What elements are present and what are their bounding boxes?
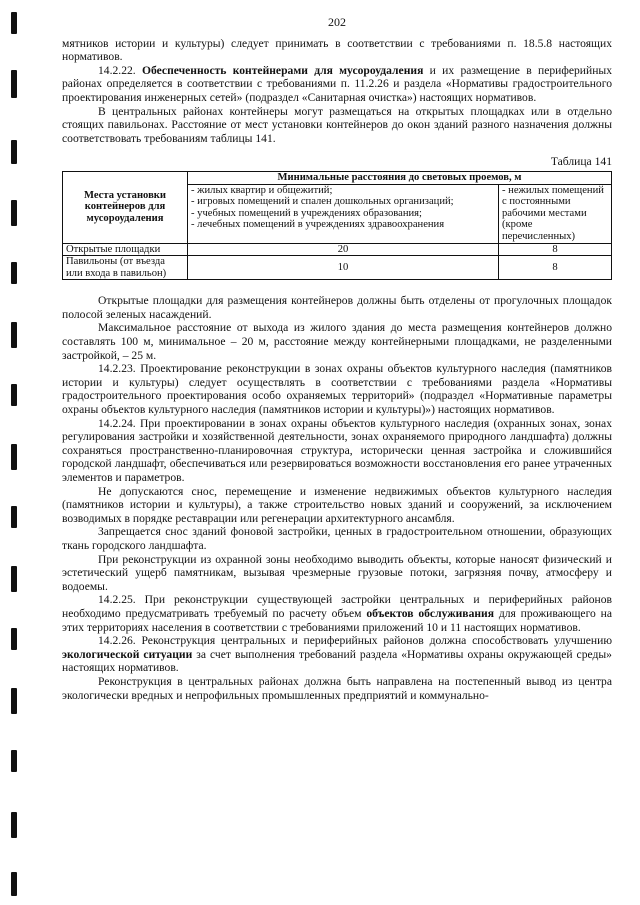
paragraph-text: Запрещается снос зданий фоновой застройки, ценных в градостроительном отношении, образующих ткань городского ландшафта. bbox=[62, 525, 612, 552]
paragraph bbox=[62, 553, 612, 594]
bold-term: объектов обслуживания bbox=[366, 606, 495, 620]
paragraph bbox=[62, 362, 612, 416]
paragraph-text: мятников истории и культуры) следует принимать в соответствии с требованиями п. 18.5.8 настоящих нормативов. bbox=[62, 36, 612, 64]
paragraph-text: 14.2.24. При проектировании в зонах охраны объектов культурного наследия (охранных зонах, зонах регулирования застройки и хозяйственной деятельности, зонах охраняемого природного ландшафта) должны сохраняться пространственно-планировочная структура, исторически ценная застройка и сложившийся городской ландшафт, обеспечиваться или резервироваться возможности восстановления его ранее утраченных элементов и параметров. bbox=[62, 416, 612, 484]
paragraph bbox=[62, 634, 612, 675]
paragraph bbox=[62, 105, 612, 146]
paragraph-text: и их размещение в периферийных районах определяется в соответствии с требованиями п. 11.2.26 и раздела «Нормативы градостроительного проектирования инженерных сетей» (подраздел «Санитарная очистка») настоящих нормативов. bbox=[62, 63, 612, 104]
paragraph-text: 14.2.26. Реконструкция центральных и периферийных районов должна способствовать улучшению bbox=[98, 634, 612, 648]
text-block-top bbox=[62, 37, 612, 146]
bold-term: экологической ситуации bbox=[62, 647, 193, 661]
table-cell-value: 10 bbox=[188, 256, 499, 280]
paragraph-text: Не допускаются снос, перемещение и изменение недвижимых объектов культурного наследия (памятников истории и культуры), а также строительство новых зданий и сооружений, за исключением возводимых в порядке реставрации или регенерации архитектурного ансамбля. bbox=[62, 484, 612, 525]
paragraph bbox=[62, 525, 612, 552]
paragraph-text: Открытые площадки для размещения контейнеров должны быть отделены от прогулочных площадок полосой зеленых насаждений. bbox=[62, 294, 612, 321]
paragraph bbox=[62, 64, 612, 105]
table-caption: Таблица 141 bbox=[550, 155, 612, 169]
paragraph-text: 14.2.25. При реконструкции существующей застройки центральных и периферийных районов необходимо предусматривать требуемый по расчету объем bbox=[62, 593, 612, 620]
paragraph-text: 14.2.22. bbox=[98, 63, 142, 77]
table-cell-place: Павильоны (от въезда или входа в павильон) bbox=[63, 256, 188, 280]
paragraph-text: 14.2.23. Проектирование реконструкции в зонах охраны объектов культурного наследия (памятников истории и культуры) следует осуществлять в соответствии с требованиями раздела «Нормативы градостроительного проектирования особо охраняемых территорий» (подраздел «Нормативные параметры охраны объектов культурного наследия (памятников истории и культуры)») настоящих нормативов. bbox=[62, 362, 612, 417]
table-row bbox=[63, 243, 612, 256]
table-header-nonresidential: - нежилых помещений с постоянными рабочими местами (кроме перечисленных) bbox=[499, 184, 612, 243]
paragraph-text: При реконструкции из охранной зоны необходимо выводить объекты, которые наносят физический и эстетический ущерб памятникам, вызывая чрезмерные грузовые потоки, загрязняя почву, атмосферу и водоемы. bbox=[62, 552, 612, 593]
paragraph-text: Максимальное расстояние от выхода из жилого здания до места размещения контейнеров должно составлять 100 м, минимальное – 20 м, расстояние между контейнерными площадками, не разделенными застройкой, – 25 м. bbox=[62, 321, 612, 362]
paragraph bbox=[62, 294, 612, 321]
page-number: 202 bbox=[328, 15, 346, 29]
paragraph bbox=[62, 417, 612, 485]
paragraph-text: за счет выполнения требований раздела «Нормативы охраны окружающей среды» настоящих нормативов. bbox=[62, 647, 612, 675]
paragraph-text: Реконструкция в центральных районах должна быть направлена на постепенный вывод из центра экологически вредных и непрофильных промышленных предприятий и коммунально- bbox=[62, 674, 612, 702]
table-cell-place: Открытые площадки bbox=[63, 243, 188, 256]
table-cell-value: 8 bbox=[499, 243, 612, 256]
bold-term: Обеспеченность контейнерами для мусороудаления bbox=[141, 63, 424, 77]
paragraph bbox=[62, 321, 612, 362]
paragraph bbox=[62, 37, 612, 64]
table-cell-value: 8 bbox=[499, 256, 612, 280]
table-header-place: Места установки контейнеров для мусороудаления bbox=[63, 171, 188, 243]
table-row bbox=[63, 256, 612, 280]
paragraph bbox=[62, 593, 612, 634]
paragraph bbox=[62, 485, 612, 526]
table-header-group: Минимальные расстояния до световых проемов, м bbox=[188, 171, 612, 184]
paragraph-text: В центральных районах контейнеры могут размещаться на открытых площадках или в отдельно стоящих павильонах. Расстояние от мест установки контейнеров до окон зданий разного назначения должны соответствовать требованиям таблицы 141. bbox=[62, 104, 612, 145]
paragraph bbox=[62, 675, 612, 702]
table-header-residential: - жилых квартир и общежитий; - игровых помещений и спален дошкольных организаций; - учебных помещений в учреждениях образования; - лечебных помещений в учреждениях здравоохранения bbox=[188, 184, 499, 243]
binding-marks bbox=[11, 0, 17, 905]
table-cell-value: 20 bbox=[188, 243, 499, 256]
paragraph-text: для проживающего на этих территориях населения в соответствии с требованиями приложений 10 и 11 настоящих нормативов. bbox=[62, 606, 612, 634]
distance-table bbox=[62, 171, 612, 280]
text-block-bottom bbox=[62, 294, 612, 702]
document-page bbox=[62, 12, 612, 702]
